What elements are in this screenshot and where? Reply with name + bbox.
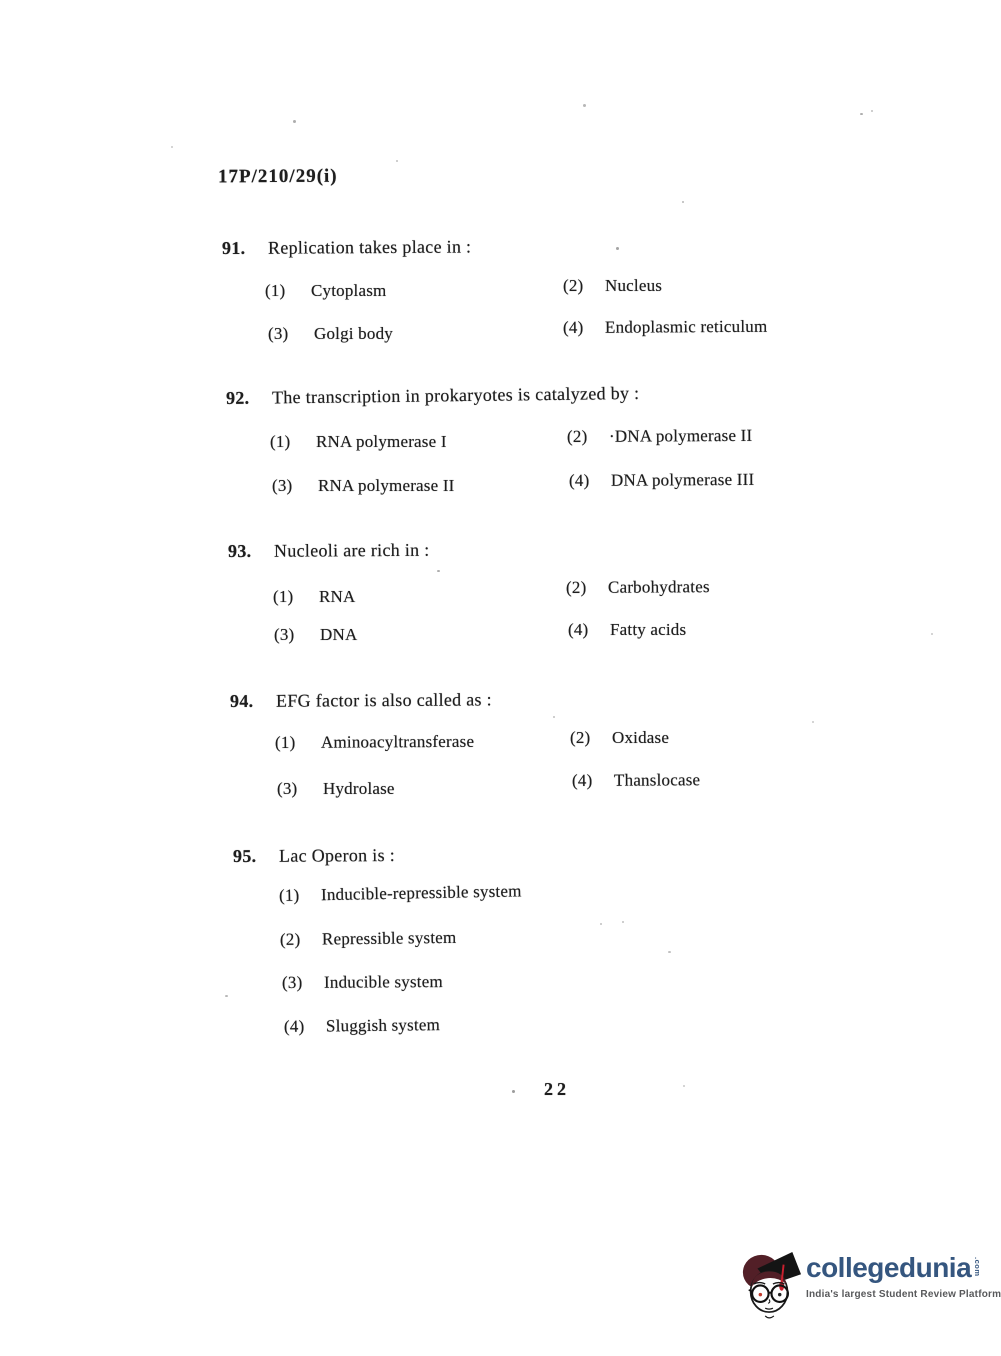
question-93-stem — [228, 540, 430, 562]
scan-speck — [171, 146, 173, 148]
question-94-stem — [230, 689, 492, 712]
option-92-3 — [272, 476, 455, 496]
scan-speck — [668, 951, 671, 953]
option-label: Aminoacyltransferase — [320, 731, 475, 752]
scan-speck — [931, 633, 933, 635]
option-label: RNA — [319, 587, 356, 606]
option-label: Nucleus — [605, 276, 663, 295]
option-marker: (4) — [283, 1016, 305, 1036]
scan-speck — [600, 923, 602, 925]
scan-speck — [860, 113, 863, 115]
option-94-2 — [570, 728, 669, 748]
question-number: 95. — [232, 845, 257, 866]
option-label: Golgi body — [314, 324, 393, 343]
option-label: Repressible system — [321, 927, 457, 949]
option-marker: (3) — [277, 779, 298, 798]
option-marker: (2) — [563, 276, 584, 295]
collegedunia-mascot-icon — [740, 1244, 802, 1322]
scan-speck — [616, 247, 619, 250]
option-94-1 — [275, 732, 474, 753]
option-label: Cytoplasm — [311, 281, 387, 300]
scan-speck — [683, 1085, 685, 1087]
option-94-3 — [277, 779, 395, 799]
scan-speck — [634, 634, 636, 636]
question-91-stem — [222, 236, 471, 259]
question-number: 94. — [229, 690, 254, 711]
option-marker: (2) — [570, 728, 591, 747]
option-label: Fatty acids — [610, 620, 687, 639]
option-marker: (4) — [562, 317, 584, 337]
scan-speck — [682, 201, 684, 203]
option-label: ·DNA polymerase II — [608, 425, 753, 446]
brand-suffix: .com — [973, 1257, 983, 1277]
page-number: 22 — [544, 1079, 570, 1099]
collegedunia-logo — [740, 1244, 1001, 1322]
option-95-4 — [284, 1015, 440, 1037]
option-marker: (3) — [274, 625, 295, 644]
question-text: Nucleoli are rich in : — [273, 539, 430, 561]
option-marker: (2) — [279, 929, 301, 949]
paper-code: 17P/210/29(i) — [217, 165, 338, 188]
option-91-2 — [563, 276, 662, 296]
scan-speck — [396, 160, 398, 162]
option-label: Oxidase — [612, 728, 670, 747]
option-label: Thanslocase — [613, 770, 701, 790]
option-label: RNA polymerase II — [318, 476, 455, 495]
option-91-1 — [265, 281, 386, 301]
option-91-4 — [563, 317, 767, 338]
option-92-2 — [567, 426, 752, 447]
option-95-2 — [280, 928, 457, 950]
option-93-2 — [566, 577, 710, 598]
option-marker: (1) — [273, 587, 294, 606]
option-label: Inducible system — [323, 972, 443, 992]
option-marker: (2) — [566, 426, 588, 446]
option-label: DNA — [320, 625, 358, 644]
question-number: 92. — [225, 387, 250, 408]
question-text: Replication takes place in : — [267, 236, 472, 258]
question-95-stem — [233, 845, 395, 867]
question-text: EFG factor is also called as : — [275, 689, 493, 711]
option-marker: (1) — [274, 732, 296, 752]
option-91-3 — [268, 324, 393, 344]
scan-speck — [622, 921, 624, 923]
question-92-stem — [226, 383, 640, 409]
option-label: Sluggish system — [325, 1015, 441, 1036]
option-marker: (2) — [565, 577, 587, 597]
option-marker: (1) — [278, 885, 300, 905]
option-marker: (3) — [281, 972, 303, 992]
brand-name: collegedunia — [806, 1252, 972, 1283]
option-marker: (3) — [268, 324, 289, 343]
question-text: The transcription in prokaryotes is catalyzed by : — [271, 382, 640, 408]
option-label: Hydrolase — [323, 779, 395, 798]
option-95-1 — [279, 881, 522, 906]
option-label: Inducible-repressible system — [320, 881, 522, 905]
option-label: DNA polymerase III — [610, 469, 755, 490]
question-number: 91. — [221, 237, 246, 258]
option-marker: (1) — [265, 281, 286, 300]
brand-tagline: India's largest Student Review Platform — [806, 1289, 1001, 1300]
scan-speck — [225, 995, 228, 997]
option-marker: (4) — [568, 470, 590, 490]
scan-speck — [812, 721, 814, 723]
option-93-3 — [274, 625, 357, 645]
scan-speck — [437, 570, 440, 572]
scan-speck — [583, 104, 586, 107]
option-92-1 — [270, 432, 447, 452]
option-marker: (3) — [272, 476, 293, 495]
scan-speck — [553, 716, 555, 718]
option-marker: (4) — [571, 770, 593, 790]
scan-speck — [512, 1090, 515, 1093]
option-93-1 — [273, 587, 356, 607]
option-95-3 — [282, 972, 443, 993]
logo-text — [806, 1254, 1001, 1300]
question-number: 93. — [227, 540, 252, 561]
scan-speck — [871, 110, 873, 112]
option-label: RNA polymerase I — [316, 432, 447, 451]
option-label: Endoplasmic reticulum — [604, 316, 768, 337]
option-marker: (1) — [270, 432, 291, 451]
option-92-4 — [569, 470, 754, 491]
option-93-4 — [568, 620, 686, 640]
option-94-4 — [572, 770, 700, 791]
question-text: Lac Operon is : — [278, 845, 396, 866]
option-marker: (4) — [568, 620, 589, 639]
scan-speck — [293, 120, 296, 123]
option-label: Carbohydrates — [607, 577, 710, 597]
